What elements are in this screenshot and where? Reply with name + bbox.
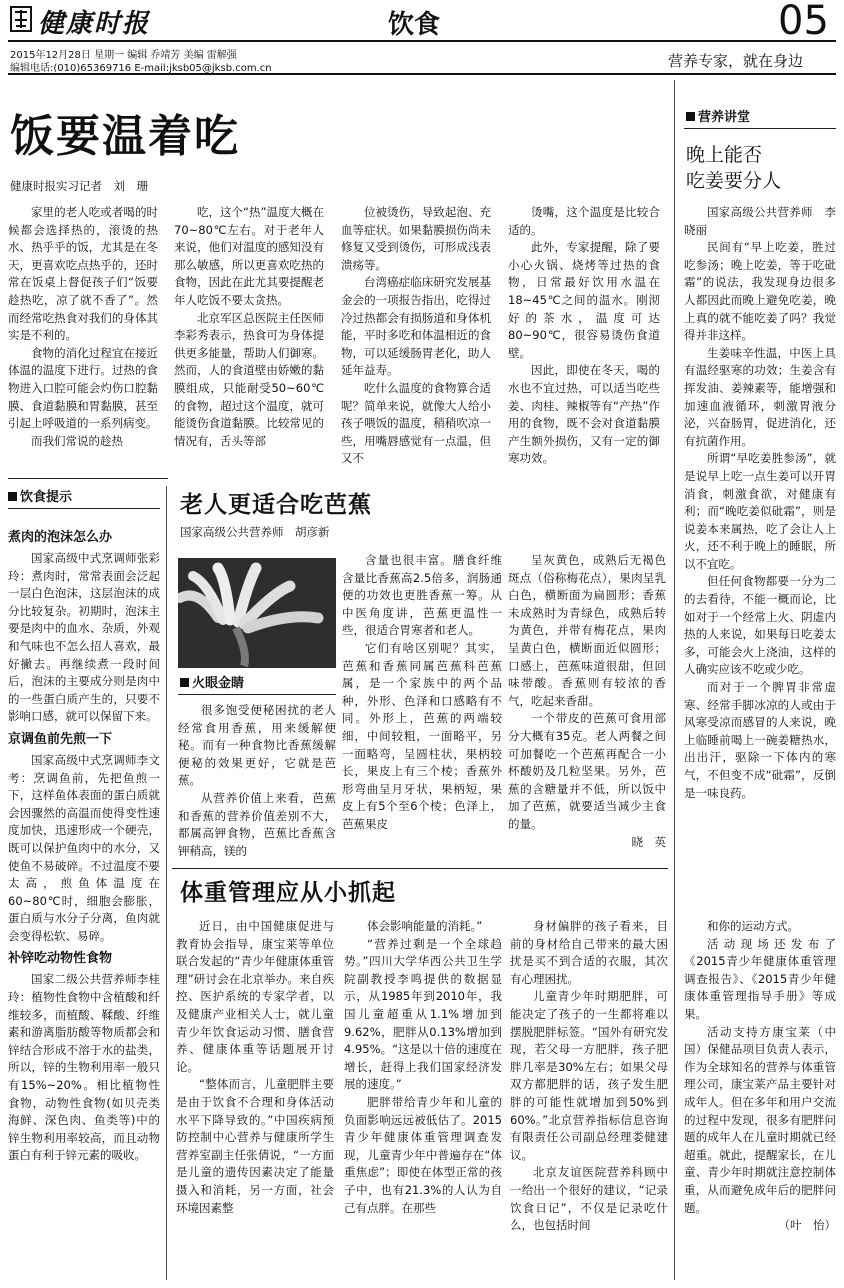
square-bullet-icon [686, 112, 695, 121]
slogan: 营养专家，就在身边 [668, 52, 804, 70]
tip-heading: 煮肉的泡沫怎么办 [8, 530, 113, 545]
weight-column-1: 近日，由中国健康促进与教育协会指导，康宝莱等单位联合发起的“青少年健康体重管理”研讨会在北京举办。来自疾控、医护系统的专家学者，以及健康产业相关人士，就儿童青少年饮食运动习惯、膳食营养、健康体重等话题展开讨论。 “整体而言，儿童肥胖主要是由于饮食不合理和身体活动水平下降导致的。”中国疾病预防控制中心营养与健康所学生营养室副主任张倩说，“一方面是儿童的遗传因素决定了能量摄入和消耗，另一方面，社会环境因素整 [176, 919, 334, 1215]
logo-text: 健康时报 [38, 9, 151, 39]
lead-column-4: 烫嘴，这个温度是比较合适的。 此外，专家提醒，除了要小心火锅、烧烤等过热的食物，日常最好饮用水温在18~45℃之间的温水。刚沏好的茶水，温度可达80~90℃，很容易烫伤食道壁。 因此，即使在冬天，喝的水也不宜过热，可以适当吃些姜、肉桂、辣椒等有“产热”作用的食物，既不会对食道黏膜产生额外损伤，又有一定的御寒功效。 [508, 205, 660, 466]
section-name: 饮食 [388, 10, 441, 40]
editor-contact-line: 编辑电话:(010)65369716 E-mail:jksb05@jksb.com.cn [10, 63, 272, 74]
masthead [0, 0, 844, 74]
nutrition-headline-line1: 晚上能否 [686, 144, 763, 166]
nutrition-column: 国家高级公共营养师 李晓丽 民间有“早上吃姜，胜过吃参汤；晚上吃姜，等于吃砒霜”的说法，我发现身边很多人都因此而晚上避免吃姜，晚上真的就不能吃姜了吗？我觉得并非这样。 生姜味辛性温，中医上具有温经驱寒的功效；生姜含有挥发油、姜辣素等，能增强和加速血液循环，刺激胃液分泌，兴奋肠胃，促进消化，还有抗菌作用。 所谓“早吃姜胜参汤”，就是说早上吃一点生姜可以开胃消食，刺激食欲，对健康有利；而“晚吃姜似砒霜”，则是说姜本来属热，吃了会让人上火，还不利于晚上的睡眠，所以不宜吃。 但任何食物都要一分为二的去看待，不能一概而论，比如对于一个经常上火、阴虚内热的人来说，如果每日吃姜太多，可能会火上浇油，这样的人确实应该不吃或少吃。 而对于一个脾胃非常虚寒、经常手脚冰凉的人或由于风寒受凉而感冒的人来说，晚上临睡前喝上一碗姜糖热水，出出汗，驱除一下体内的寒气，不但变不成“砒霜”，反倒是一味良药。 [684, 205, 836, 800]
banana-column-3: 呈灰黄色，成熟后无褐色斑点（俗称梅花点），果肉呈乳白色，横断面为扁圆形；香蕉未成熟时为青绿色，成熟后转为黄色，并带有梅花点，果肉呈黄白色，横断面近似圆形；口感上，芭蕉味道很甜，但回味带酸。香蕉则有较浓的香气，吃起来香甜。 一个带皮的芭蕉可食用部分大概有35克。老人两餐之间可加餐吃一个芭蕉再配合一小杯酸奶及几粒坚果。另外，芭蕉的含糖量并不低，所以饭中加了芭蕉，就要适当减少主食的量。 晓 英 [508, 552, 666, 862]
weight-headline: 体重管理应从小抓起 [180, 880, 396, 906]
tips-section-tag: 饮食提示 [8, 486, 72, 505]
weight-column-3: 身材偏胖的孩子看来，目前的身材给自己带来的最大困扰是买不到合适的衣服，其次有心理困扰。 儿童青少年时期肥胖，可能决定了孩子的一生都将难以摆脱肥胖标签。“国外有研究发现，若父母一方肥胖，孩子肥胖几率是30%左右；如果父母双方都肥胖的话，孩子发生肥胖的可能性就增加到50%到60%。”北京营养指标信息咨询有限责任公司副总经理娄健建议。 北京友谊医院营养科顾中一给出一个很好的建议，“记录饮食日记”，不仅是记录吃什么，也包括时间 [510, 919, 668, 1233]
weight-column-4: 和你的运动方式。 活动现场还发布了《2015青少年健康体重管理调查报告》、《2015青少年健康体重管理指导手册》等成果。 活动支持方康宝莱（中国）保健品项目负责人表示，作为全球知名的营养与体重管理公司，康宝莱产品主要针对成年人。但在多年和用户交流的过程中发现，很多有肥胖问题的成年人在儿童时期就已经超重。就此，提醒家长，在儿童、青少年时期就注意控制体重，从而避免成年后的肥胖问题。 （叶 怡） [684, 918, 836, 1280]
weight-column-2: 体会影响能量的消耗。” “营养过剩是一个全球趋势。”四川大学华西公共卫生学院副教授李鸣提供的数据显示，从1985年到2010年，我国儿童超重从1.1%增加到9.62%，肥胖从0.13%增加到4.95%。“这是以十倍的速度在增长，赶得上我们国家经济发展的速度。” 肥胖带给青少年和儿童的负面影响远远被低估了。2015青少年健康体重管理调查发现，儿童青少年中普遍存在“体重焦虑”；即使在体型正常的孩子中，也有21.3%的人认为自己有点胖。在那些 [344, 919, 502, 1215]
nutrition-headline-line2: 吃姜要分人 [686, 170, 782, 192]
lead-byline: 健康时报实习记者 刘 珊 [10, 179, 148, 193]
tip-heading: 补锌吃动物性食物 [8, 951, 113, 967]
banana-headline: 老人更适合吃芭蕉 [180, 492, 372, 518]
logo-emblem-icon [10, 6, 32, 32]
weight-signature: （叶 怡） [778, 1218, 836, 1233]
banana-byline: 国家高级公共营养师 胡彦新 [180, 525, 330, 539]
tip-heading: 京调鱼前先煎一下 [8, 731, 113, 747]
square-bullet-icon [8, 492, 17, 501]
lead-column-3: 位被烫伤，导致起泡、充血等症状。如果黏膜损伤尚未修复又受到烫伤，可形成浅表溃疡等。 台湾癌症临床研究发展基金会的一项报告指出，吃得过冷过热都会有损肠道和身体机能，平时多吃和体温相近的食物，可以延缓肠胃老化，助人延年益寿。 吃什么温度的食物算合适呢？简单来说，就像大人给小孩子喂饭的温度，稍稍吹凉一些，用嘴唇感觉有一点温，但又不 [341, 205, 491, 466]
lead-column-1: 家里的老人吃或者喝的时候都会选择热的，滚烫的热水、热乎乎的饭，尤其是在冬天，更喜欢吃点热乎的，还时常在饭桌上督促孩子们“饭要趁热吃，凉了就不香了”。然而经常吃热食对我们的身体其实是不利的。 食物的消化过程宜在接近体温的温度下进行。过热的食物进入口腔可能会灼伤口腔黏膜、食道黏膜和胃黏膜，甚至引起上呼吸道的一系列病变。 而我们常说的趁热 [8, 205, 158, 448]
banana-column-1: 很多饱受便秘困扰的老人经常食用香蕉，用来缓解便秘。而有一种食物比香蕉缓解便秘的效果更好，它就是芭蕉。 从营养价值上来看，芭蕉和香蕉的营养价值差别不大，都属高钾食物，芭蕉比香蕉含钾稍高，镁的 [178, 703, 336, 858]
nutrition-section-tag: 营养讲堂 [686, 106, 750, 125]
page-number: 05 [778, 0, 829, 44]
banana-section-tag: 火眼金睛 [180, 672, 244, 691]
banana-signature: 晓 英 [631, 834, 666, 849]
square-bullet-icon [180, 678, 189, 687]
banana-column-2: 含量也很丰富。膳食纤维含量比香蕉高2.5倍多，润肠通便的功效也更胜香蕉一筹。从中医角度讲，芭蕉更温性一些，很适合胃寒者和老人。 它们有啥区别呢？其实，芭蕉和香蕉同属芭蕉科芭蕉属，是一个家族中的两个品种，外形、色泽和口感略有不同。外形上，芭蕉的两端较细，中间较粗，一面略平，另一面略弯，呈圆柱状，果柄较长，果皮上有三个棱；香蕉外形弯曲呈月牙状，果柄短，果皮上有5个至6个棱；色泽上，芭蕉果皮 [342, 553, 502, 831]
issue-info-line: 2015年12月28日 星期一 编辑 乔靖芳 美编 雷解强 [10, 50, 237, 61]
banana-photo [178, 558, 336, 668]
nutrition-byline: 国家高级公共营养师 李晓丽 [684, 205, 836, 237]
lead-column-2: 吃，这个“热”温度大概在70~80℃左右。对于老年人来说，他们对温度的感知没有那么敏感，所以更喜欢吃热的食物，因此在此尤其要提醒老年人吃饭不要太贪热。 北京军区总医院主任医师李彩秀表示，热食可为身体提供更多能量，帮助人们御寒。然而，人的食道壁由娇嫩的黏膜组成，只能耐受50~60℃的食物，超过这个温度，就可能烫伤食道黏膜。比较常见的情况有，舌头等部 [174, 205, 324, 448]
lead-headline: 饭要温着吃 [10, 111, 240, 162]
tips-column: 煮肉的泡沫怎么办 国家高级中式烹调师张彩玲：煮肉时，常常表面会泛起一层白色泡沫，这层泡沫的成分比较复杂。初期时，泡沫主要是肉中的血水、杂质，外观和气味也不怎么招人喜欢，最好撇去。再继续煮一段时间后，泡沫的主要成分则是肉中的一些蛋白质产生的，只要不影响口感，就可以保留下来。 京调鱼前先煎一下 国家高级中式烹调师李文考：烹调鱼前，先把鱼煎一下，这样鱼体表面的蛋白质就会因骤然的高温而使得变性速度加快，迅速形成一个硬壳，既可以保护鱼肉中的水分，又使鱼不易破碎。不过温度不要太高，煎鱼体温度在60~80℃时，细胞会膨胀，蛋白质与水分子分离，鱼肉就会变得松软、易碎。 补锌吃动物性食物 国家二级公共营养师李桂玲：植物性食物中含植酸和纤维较多，而植酸、鞣酸、纤维素和游离脂肪酸等物质都会和锌结合形成不溶于水的盐类，所以，锌的生物利用率一般只有15%~20%。相比植物性食物，动物性食物(如贝壳类海鲜、深色肉、鱼类等)中的锌生物利用率较高，而且动物蛋白有利于锌元素的吸收。 [8, 524, 160, 1280]
